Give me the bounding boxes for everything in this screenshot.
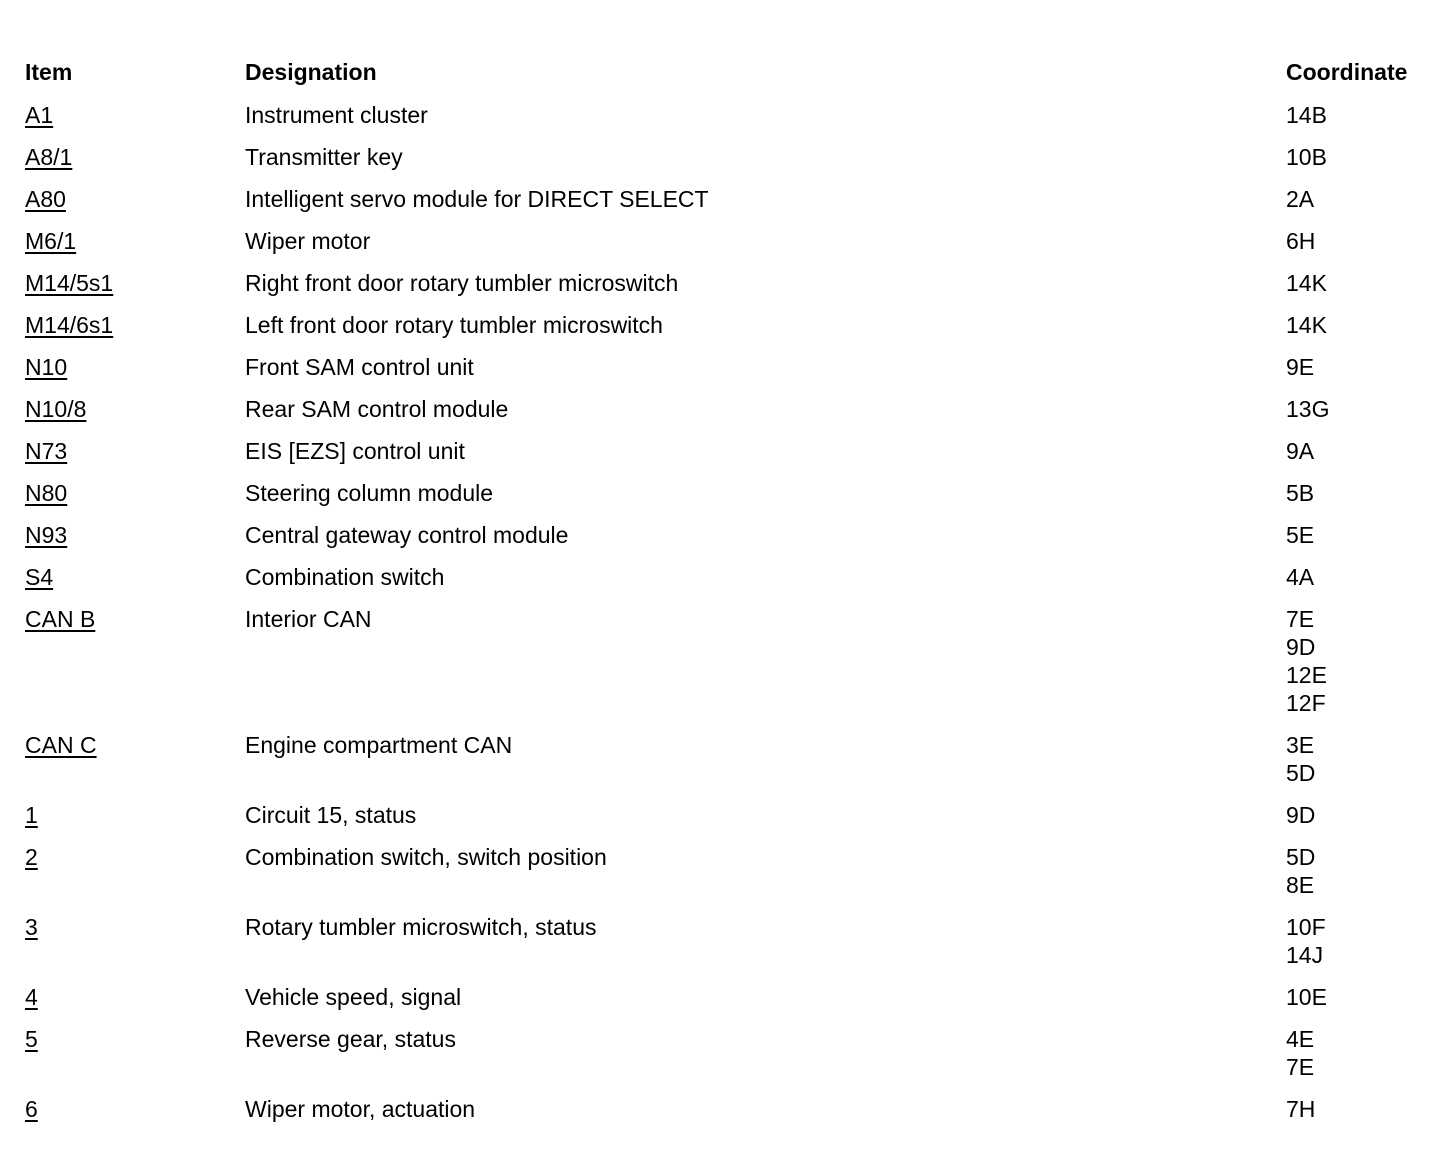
coordinate-value: 8E xyxy=(1286,872,1315,898)
coordinate-cell xyxy=(1286,101,1445,129)
table-row xyxy=(25,731,1445,801)
item-cell xyxy=(25,563,245,591)
coordinate-value: 5B xyxy=(1286,480,1315,506)
coordinate-cell xyxy=(1286,437,1445,465)
table-row xyxy=(25,563,1445,605)
designation-cell: Rotary tumbler microswitch, status xyxy=(245,914,597,940)
item-cell xyxy=(25,437,245,465)
coordinate-value: 14K xyxy=(1286,270,1327,296)
table-row xyxy=(25,843,1445,913)
item-link[interactable]: M14/5s1 xyxy=(25,270,114,296)
table-row xyxy=(25,437,1445,479)
coordinate-cell xyxy=(1286,143,1445,171)
coordinate-value: 10B xyxy=(1286,144,1327,170)
designation-cell: Combination switch, switch position xyxy=(245,844,607,870)
designation-cell: Engine compartment CAN xyxy=(245,732,513,758)
designation-cell: Circuit 15, status xyxy=(245,802,417,828)
table-row xyxy=(25,1095,1445,1137)
coordinate-value: 9E xyxy=(1286,354,1315,380)
coordinate-value: 7H xyxy=(1286,1096,1316,1122)
coordinate-cell xyxy=(1286,353,1445,381)
item-link[interactable]: S4 xyxy=(25,564,54,590)
coordinate-cell xyxy=(1286,801,1445,829)
item-link[interactable]: 1 xyxy=(25,802,38,828)
item-cell xyxy=(25,521,245,549)
item-link[interactable]: N80 xyxy=(25,480,68,506)
item-cell xyxy=(25,731,245,759)
table-row xyxy=(25,913,1445,983)
designation-cell: Central gateway control module xyxy=(245,522,569,548)
item-link[interactable]: N93 xyxy=(25,522,68,548)
coordinate-cell xyxy=(1286,311,1445,339)
table-header xyxy=(25,58,1445,101)
item-link[interactable]: M14/6s1 xyxy=(25,312,114,338)
item-link[interactable]: N10 xyxy=(25,354,68,380)
item-cell xyxy=(25,185,245,213)
designation-cell: Instrument cluster xyxy=(245,102,428,128)
item-cell xyxy=(25,843,245,871)
item-column-header: Item xyxy=(25,59,73,85)
item-link[interactable]: CAN C xyxy=(25,732,97,758)
designation-cell: Combination switch xyxy=(245,564,445,590)
coordinate-value: 14K xyxy=(1286,312,1327,338)
designation-cell: Right front door rotary tumbler microswitch xyxy=(245,270,679,296)
item-link[interactable]: M6/1 xyxy=(25,228,77,254)
table-row xyxy=(25,353,1445,395)
coordinate-cell xyxy=(1286,913,1445,969)
coordinate-cell xyxy=(1286,395,1445,423)
item-cell xyxy=(25,983,245,1011)
coordinate-value: 12F xyxy=(1286,690,1326,716)
table-row xyxy=(25,101,1445,143)
item-link[interactable]: 3 xyxy=(25,914,38,940)
coordinate-cell xyxy=(1286,605,1445,717)
item-link[interactable]: CAN B xyxy=(25,606,96,632)
item-link[interactable]: A8/1 xyxy=(25,144,73,170)
coordinate-cell xyxy=(1286,1095,1445,1123)
item-link[interactable]: N73 xyxy=(25,438,68,464)
item-cell xyxy=(25,311,245,339)
table-row xyxy=(25,395,1445,437)
table-row xyxy=(25,143,1445,185)
coordinate-cell xyxy=(1286,731,1445,787)
item-link[interactable]: 5 xyxy=(25,1026,38,1052)
table-row xyxy=(25,479,1445,521)
item-link[interactable]: 2 xyxy=(25,844,38,870)
item-link[interactable]: 4 xyxy=(25,984,38,1010)
coordinate-cell xyxy=(1286,227,1445,255)
item-link[interactable]: 6 xyxy=(25,1096,38,1122)
table-body xyxy=(25,101,1445,1137)
item-cell xyxy=(25,1025,245,1053)
item-cell xyxy=(25,801,245,829)
designation-cell: Wiper motor xyxy=(245,228,371,254)
coordinate-value: 9A xyxy=(1286,438,1315,464)
item-cell xyxy=(25,605,245,633)
coordinate-cell xyxy=(1286,563,1445,591)
item-link[interactable]: N10/8 xyxy=(25,396,87,422)
coordinate-value: 14J xyxy=(1286,942,1324,968)
table-row xyxy=(25,311,1445,353)
designation-cell: Rear SAM control module xyxy=(245,396,509,422)
coordinate-value: 6H xyxy=(1286,228,1316,254)
coordinate-value: 10F xyxy=(1286,914,1326,940)
coordinate-value: 4A xyxy=(1286,564,1315,590)
table-row xyxy=(25,227,1445,269)
item-cell xyxy=(25,913,245,941)
item-link[interactable]: A1 xyxy=(25,102,54,128)
designation-cell: Vehicle speed, signal xyxy=(245,984,462,1010)
table-row xyxy=(25,605,1445,731)
table-row xyxy=(25,1025,1445,1095)
coordinate-value: 7E xyxy=(1286,1054,1315,1080)
coordinate-value: 4E xyxy=(1286,1026,1315,1052)
designation-cell: Steering column module xyxy=(245,480,494,506)
coordinate-value: 5D xyxy=(1286,760,1316,786)
coordinate-column-header: Coordinate xyxy=(1286,59,1408,85)
coordinate-cell xyxy=(1286,843,1445,899)
component-legend-table xyxy=(25,58,1445,1137)
table-row xyxy=(25,185,1445,227)
designation-column-header: Designation xyxy=(245,59,377,85)
designation-cell: Intelligent servo module for DIRECT SELECT xyxy=(245,186,709,212)
designation-cell: Interior CAN xyxy=(245,606,372,632)
coordinate-value: 9D xyxy=(1286,634,1316,660)
coordinate-value: 10E xyxy=(1286,984,1327,1010)
designation-cell: Reverse gear, status xyxy=(245,1026,456,1052)
item-cell xyxy=(25,395,245,423)
coordinate-value: 12E xyxy=(1286,662,1327,688)
coordinate-cell xyxy=(1286,479,1445,507)
coordinate-value: 14B xyxy=(1286,102,1327,128)
item-cell xyxy=(25,353,245,381)
designation-cell: Left front door rotary tumbler microswitch xyxy=(245,312,663,338)
table-row xyxy=(25,983,1445,1025)
designation-cell: Front SAM control unit xyxy=(245,354,474,380)
table-row xyxy=(25,521,1445,563)
item-cell xyxy=(25,101,245,129)
designation-cell: Transmitter key xyxy=(245,144,403,170)
item-cell xyxy=(25,227,245,255)
coordinate-cell xyxy=(1286,1025,1445,1081)
item-cell xyxy=(25,479,245,507)
item-link[interactable]: A80 xyxy=(25,186,66,212)
coordinate-cell xyxy=(1286,185,1445,213)
coordinate-value: 3E xyxy=(1286,732,1315,758)
table-row xyxy=(25,269,1445,311)
coordinate-cell xyxy=(1286,269,1445,297)
table-row xyxy=(25,801,1445,843)
item-cell xyxy=(25,1095,245,1123)
coordinate-cell xyxy=(1286,983,1445,1011)
coordinate-value: 2A xyxy=(1286,186,1315,212)
coordinate-value: 5D xyxy=(1286,844,1316,870)
item-cell xyxy=(25,143,245,171)
coordinate-value: 13G xyxy=(1286,396,1330,422)
item-cell xyxy=(25,269,245,297)
designation-cell: Wiper motor, actuation xyxy=(245,1096,476,1122)
coordinate-value: 5E xyxy=(1286,522,1315,548)
coordinate-value: 9D xyxy=(1286,802,1316,828)
coordinate-cell xyxy=(1286,521,1445,549)
designation-cell: EIS [EZS] control unit xyxy=(245,438,465,464)
coordinate-value: 7E xyxy=(1286,606,1315,632)
